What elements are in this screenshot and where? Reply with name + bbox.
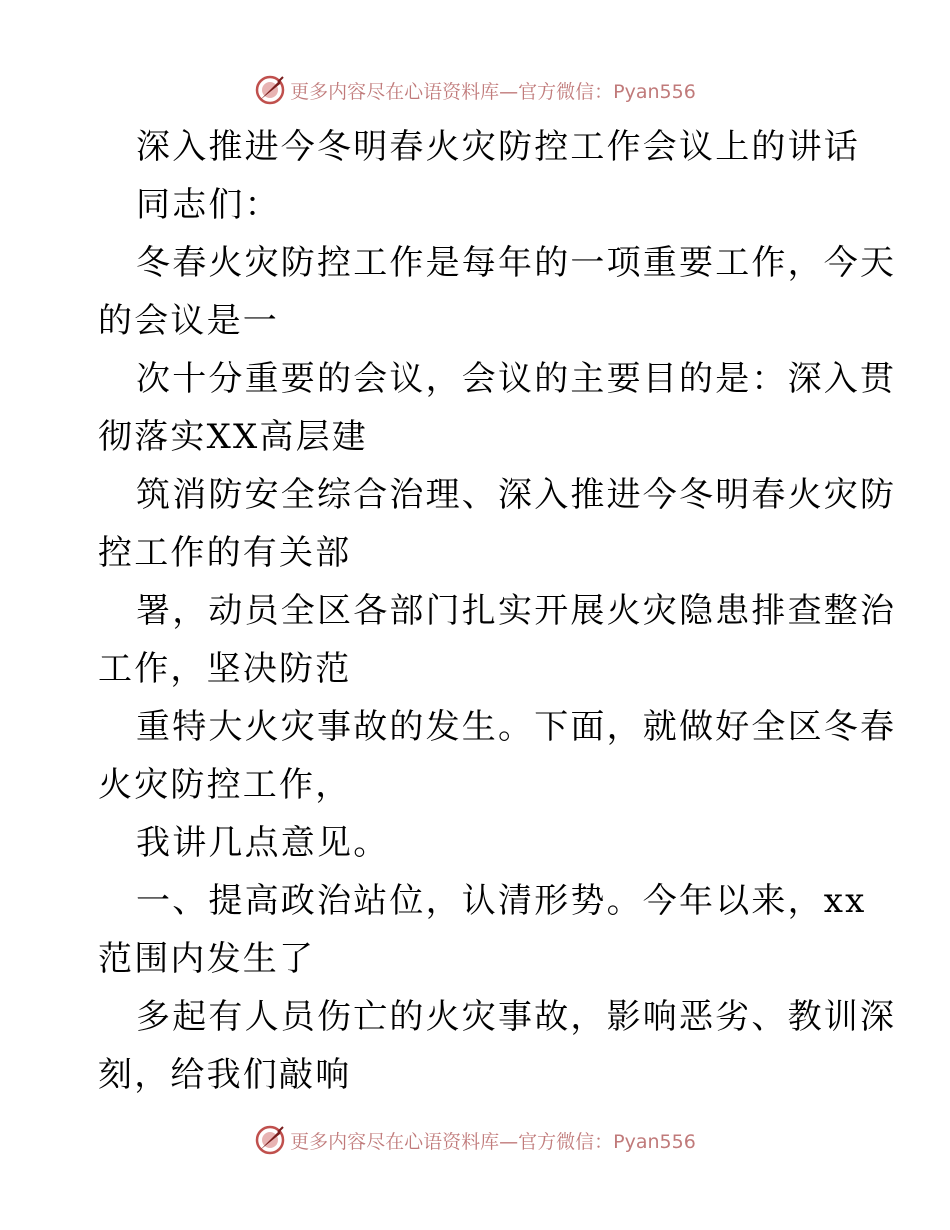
- text-line: 工作，坚决防范: [98, 649, 352, 689]
- document-body: [98, 118, 897, 1104]
- watermark-text: 更多内容尽在心语资料库—官方微信：Pyan556: [290, 80, 696, 103]
- text-line: 火灾防控工作，: [98, 765, 352, 805]
- text-line: 的会议是一: [98, 301, 279, 341]
- header-watermark: [0, 70, 950, 110]
- text-line: 刻，给我们敲响: [98, 1055, 352, 1095]
- text-line: 一、提高政治站位，认清形势。今年以来，xx: [136, 881, 867, 921]
- text-line: 次十分重要的会议，会议的主要目的是：深入贯: [136, 359, 897, 399]
- text-line: 重特大火灾事故的发生。下面，就做好全区冬春: [136, 707, 897, 747]
- text-line: 控工作的有关部: [98, 533, 352, 573]
- text-line: 署，动员全区各部门扎实开展火灾隐患排查整治: [136, 591, 897, 631]
- quill-seal-icon: [254, 74, 286, 106]
- text-line: 同志们：: [136, 185, 281, 225]
- text-line: 深入推进今冬明春火灾防控工作会议上的讲话: [136, 127, 860, 167]
- watermark-text: 更多内容尽在心语资料库—官方微信：Pyan556: [290, 1130, 696, 1153]
- quill-seal-icon: [254, 1124, 286, 1156]
- text-line: 筑消防安全综合治理、深入推进今冬明春火灾防: [136, 475, 897, 515]
- text-line: 范围内发生了: [98, 939, 316, 979]
- text-line: 多起有人员伤亡的火灾事故，影响恶劣、教训深: [136, 997, 897, 1037]
- text-line: 我讲几点意见。: [136, 823, 390, 863]
- footer-watermark: [0, 1120, 950, 1160]
- text-line: 彻落实XX高层建: [98, 417, 369, 457]
- text-line: 冬春火灾防控工作是每年的一项重要工作，今天: [136, 243, 897, 283]
